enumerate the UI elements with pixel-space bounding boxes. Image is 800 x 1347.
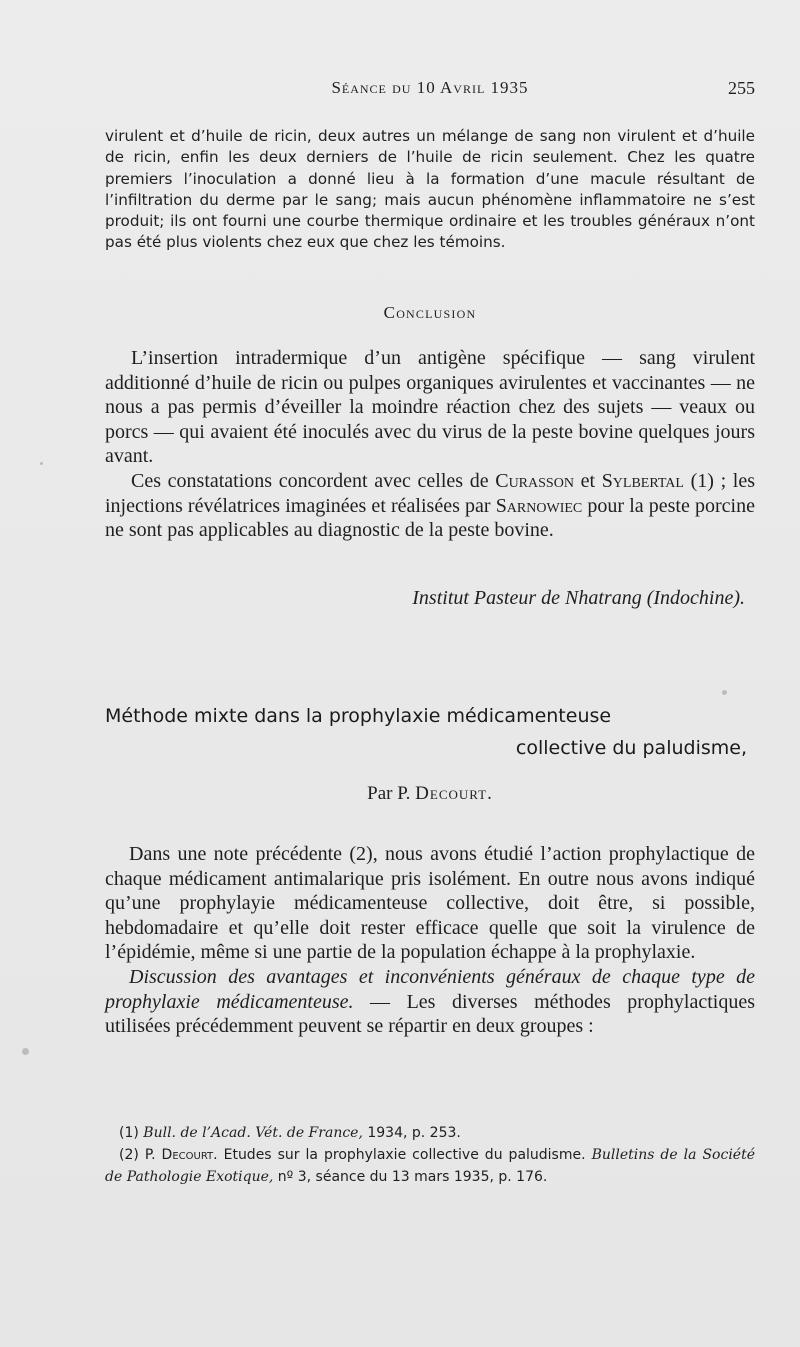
conclusion-paragraph-2	[105, 469, 755, 543]
page-number: 255	[728, 78, 755, 98]
footnote-2-number: (2) P.	[119, 1147, 162, 1163]
conclusion-p2-text-c: (1) ; les injections révélatrices imaginées et réalisées par	[105, 469, 756, 517]
conclusion-p2-text-a: Ces constatations concordent avec celles de	[131, 469, 496, 492]
conclusion-heading: Conclusion	[383, 303, 477, 322]
conclusion-p2-text-b: et	[573, 469, 602, 492]
footnotes	[105, 1122, 755, 1188]
footnote-2-rest: nº 3, séance du 13 mars 1935, p. 176.	[273, 1169, 548, 1185]
institute-signature: Institut Pasteur de Nhatrang (Indochine).	[412, 587, 745, 609]
conclusion-paragraph-1: L’insertion intradermique d’un antigène spécifique — sang virulent additionné d’huile de ricin ou pulpes organiques avirulentes et vaccinantes — ne nous a pas permis d’éveiller la moindre réaction chez des sujets — veaux ou porcs — qui avaient été inoculés avec du virus de la peste bovine quelques jours avant.	[105, 347, 755, 468]
article-title	[105, 700, 755, 764]
article-paragraph-2	[105, 965, 755, 1039]
author-prefix: Par P.	[367, 783, 416, 804]
footnote-1	[105, 1122, 755, 1144]
footnote-2-author: Decourt.	[161, 1147, 218, 1163]
conclusion-section	[105, 346, 755, 543]
article-title-line-1: Méthode mixte dans la prophylaxie médicamenteuse	[105, 705, 612, 727]
author-sylbertal: Sylbertal	[601, 469, 684, 492]
paper-speck	[22, 1048, 29, 1055]
footnote-1-italic: Bull. de l’Acad. Vét. de France,	[143, 1125, 363, 1141]
article-p2-rest: — Les diverses méthodes prophylactiques utilisées précédemment peuvent se répartir en deux groupes :	[105, 990, 756, 1038]
article-paragraph-1: Dans une note précédente (2), nous avons étudié l’action prophylactique de chaque médicament antimalarique pris isolément. En outre nous avons indiqué qu’une prophylayie médicamenteuse collective, doit être, si possible, hebdomadaire et qu’elle doit rester efficace quelle que soit la virulence de l’épidémie, même si une partie de la population échappe à la prophylaxie.	[105, 843, 755, 964]
article-p2-italic: Discussion des avantages et inconvénients généraux de chaque type de prophylaxie médicamenteuse.	[105, 965, 755, 1013]
footnote-2	[105, 1144, 755, 1188]
running-header	[105, 78, 755, 104]
author-sarnowiec: Sarnowiec	[495, 494, 583, 517]
footnote-1-rest: 1934, p. 253.	[362, 1125, 461, 1141]
footnote-1-number: (1)	[119, 1125, 144, 1141]
conclusion-p2-text-d: pour la peste porcine ne sont pas applicables au diagnostic de la peste bovine.	[105, 494, 755, 542]
running-header-title: Séance du 10 Avril 1935	[331, 78, 529, 97]
footnote-2-text: Etudes sur la prophylaxie collective du paludisme.	[217, 1147, 592, 1163]
article-author	[105, 783, 755, 805]
intro-paragraph: virulent et d’huile de ricin, deux autres un mélange de sang non virulent et d’huile de ricin, enfin les deux derniers de l’huile de ricin seulement. Chez les quatre premiers l’inoculation a donné lieu à la formation d’une macule résultant de l’infiltration du derme par le sang; mais aucun phénomène inflammatoire ne s’est produit; ils ont fourni une courbe thermique ordinaire et les troubles généraux n’ont pas été plus violents chez eux que chez les témoins.	[105, 127, 755, 252]
author-name: Decourt.	[415, 783, 493, 804]
article-title-line-2: collective du paludisme,	[515, 737, 747, 759]
article-body	[105, 842, 755, 1039]
paper-speck	[722, 690, 727, 695]
footnote-2-italic: Bulletins de la Société de Pathologie Exotique,	[105, 1147, 756, 1185]
author-curasson: Curasson	[495, 469, 574, 492]
paper-speck	[40, 462, 43, 465]
